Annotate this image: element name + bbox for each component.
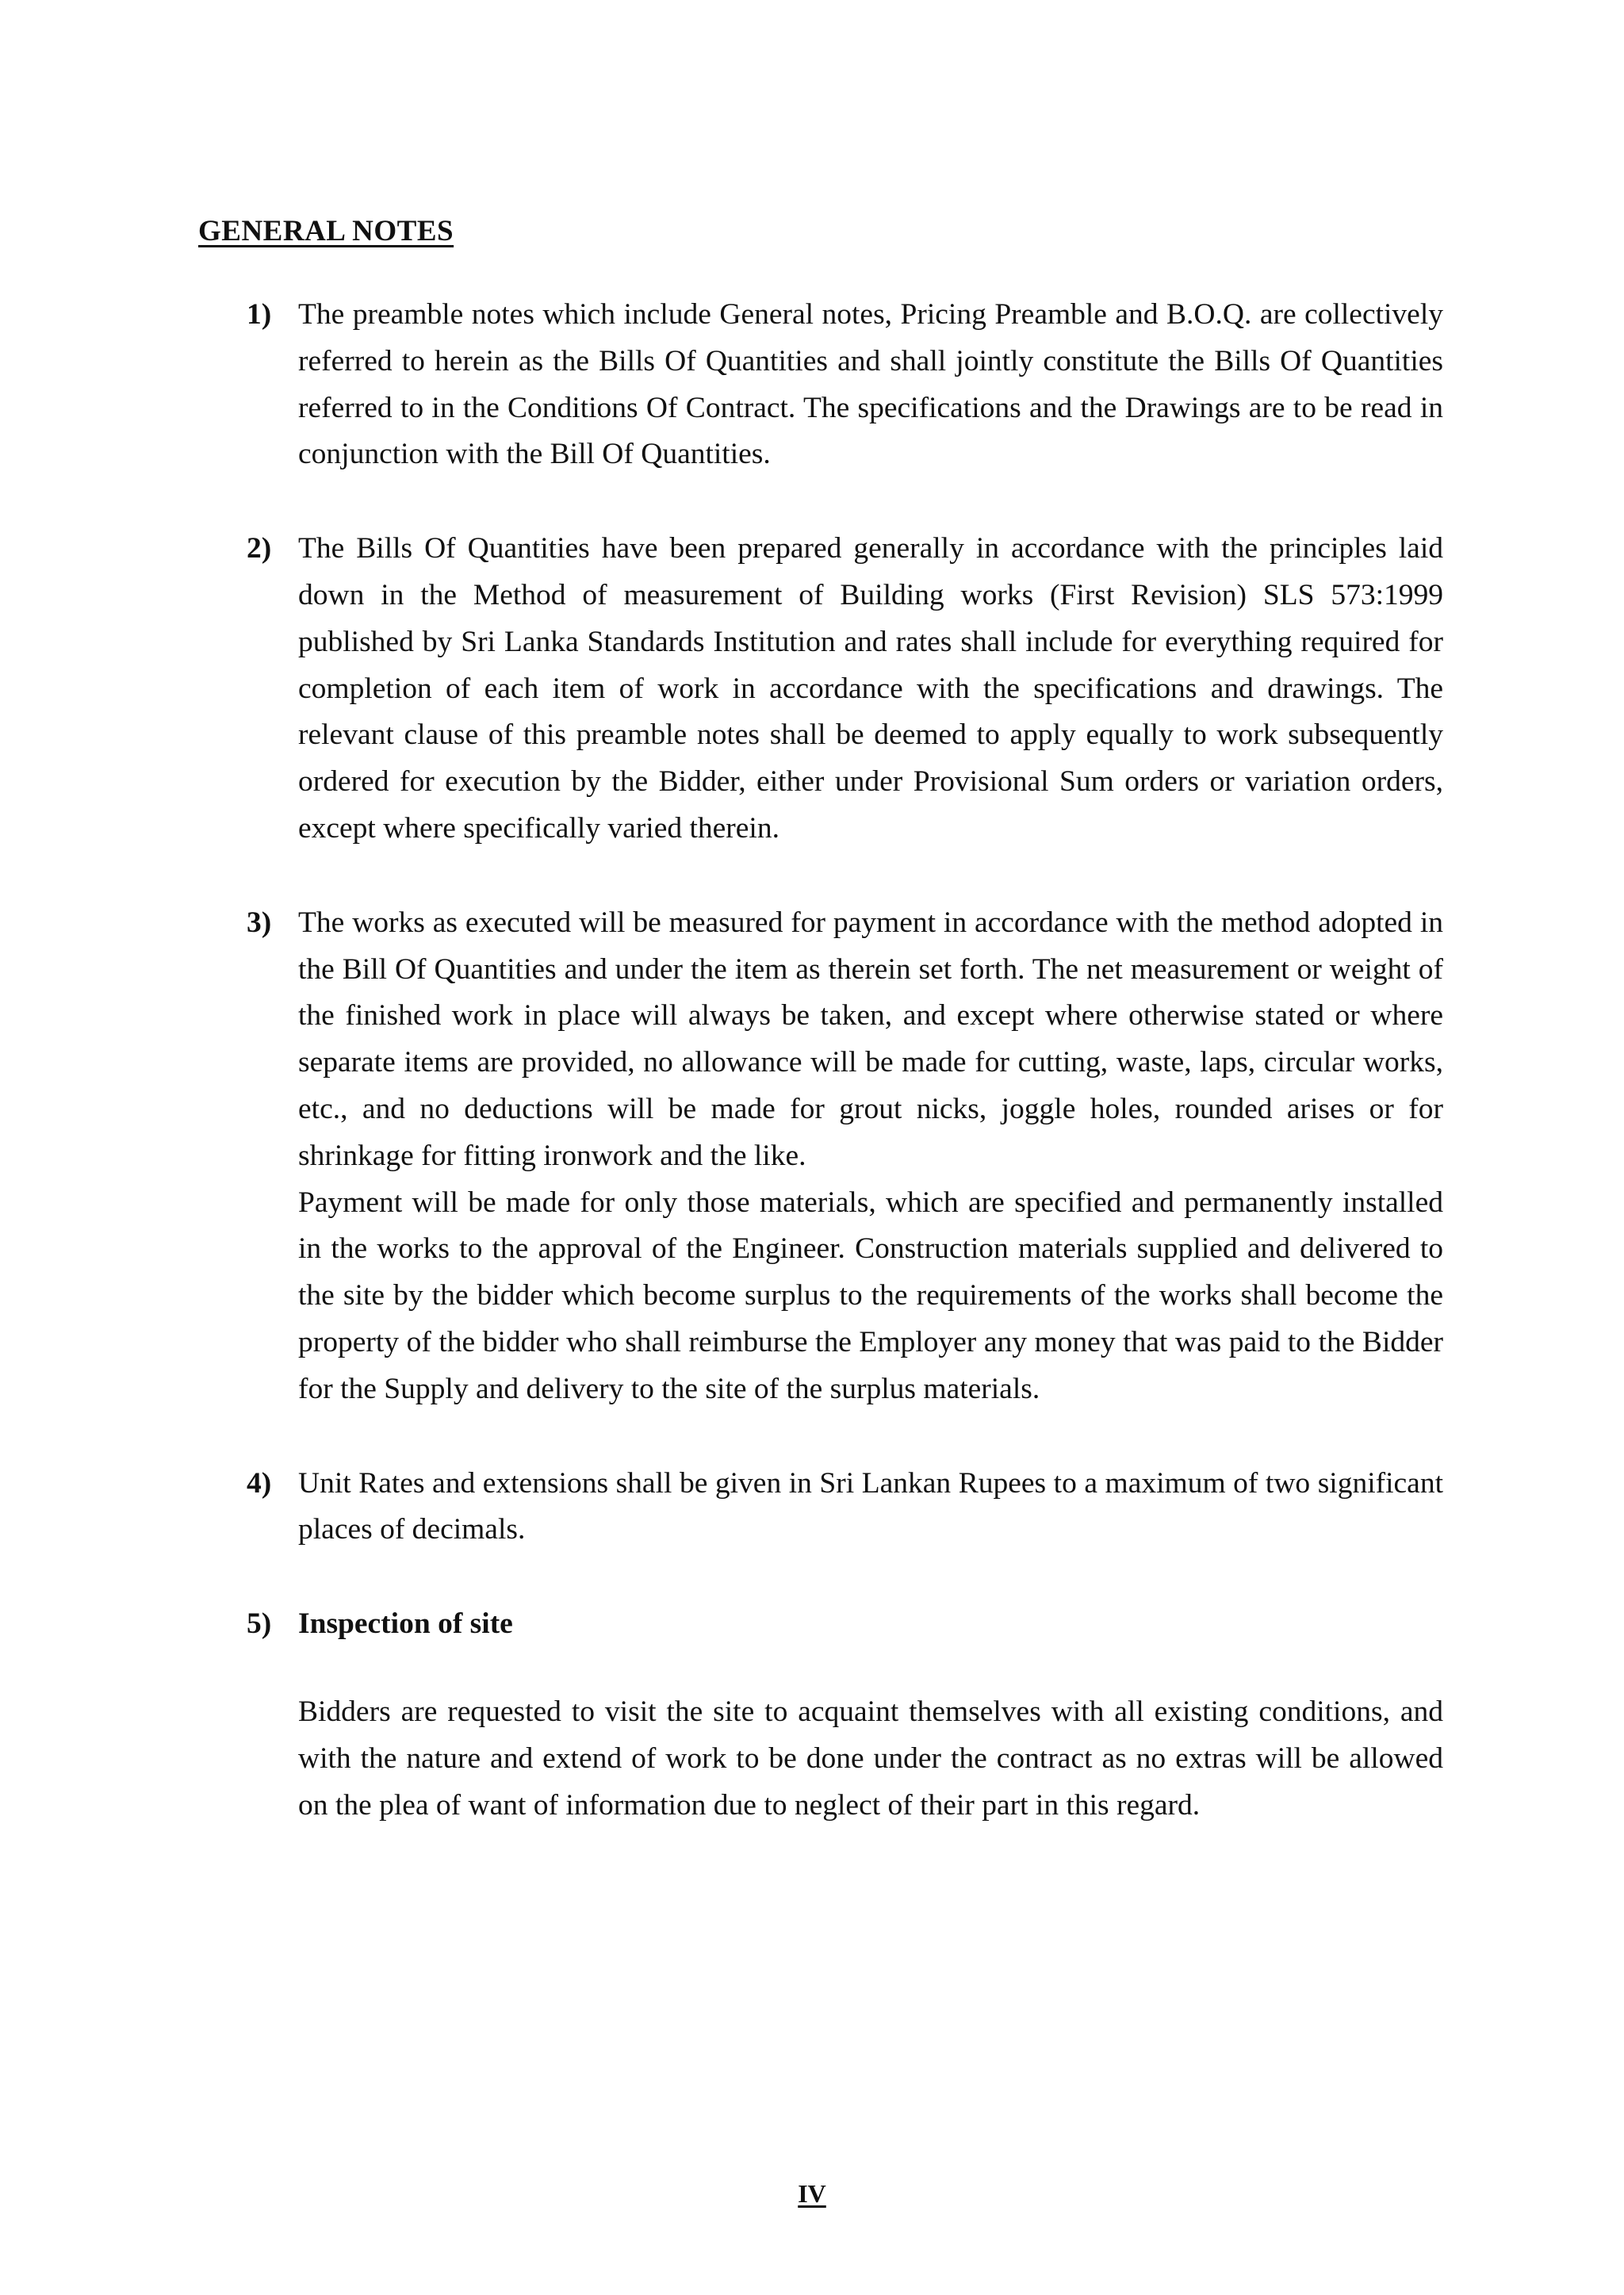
notes-list [238,292,1443,1876]
page-number: IV [798,2179,826,2208]
note-paragraph: Bidders are requested to visit the site to acquaint themselves with all existing conditions, and with the nature and extend of work to be done under the contract as no extras will be allowed on the plea of want of information due to neglect of their part in this regard. [298,1695,1443,1822]
note-1 [238,292,1443,478]
page-heading: GENERAL NOTES [198,215,454,247]
note-3 [238,900,1443,1413]
note-number: 3) [247,906,272,939]
note-number: 4) [247,1466,272,1500]
note-number: 2) [247,532,272,565]
note-number: 1) [247,298,272,331]
note-paragraph: The Bills Of Quantities have been prepared generally in accordance with the principles laid down in the Method of measurement of Building works (First Revision) SLS 573:1999 published by Sri Lanka Standards Institution and rates shall include for everything required for completion of each item of work in accordance with the specifications and drawings. The relevant clause of this preamble notes shall be deemed to apply equally to work subsequently ordered for execution by the Bidder, either under Provisional Sum orders or variation orders, except where specifically varied therein. [298,532,1443,845]
note-paragraph: The preamble notes which include General notes, Pricing Preamble and B.O.Q. are collectively referred to herein as the Bills Of Quantities and shall jointly constitute the Bills Of Quantities referred to in the Conditions Of Contract. The specifications and the Drawings are to be read in conjunction with the Bill Of Quantities. [298,298,1443,471]
note-paragraph: The works as executed will be measured for payment in accordance with the method adopted in the Bill Of Quantities and under the item as therein set forth. The net measurement or weight of the finished work in place will always be taken, and except where otherwise stated or where separate items are provided, no allowance will be made for cutting, waste, laps, circular works, etc., and no deductions will be made for grout nicks, joggle holes, rounded arises or for shrinkage for fitting ironwork and the like. [298,906,1443,1172]
note-2 [238,526,1443,852]
note-4 [238,1461,1443,1554]
note-paragraph: Payment will be made for only those materials, which are specified and permanently installed in the works to the approval of the Engineer. Construction materials supplied and delivered to the site by the bidder which become surplus to the requirements of the works shall become the property of the bidder who shall reimburse the Employer any money that was paid to the Bidder for the Supply and delivery to the site of the surplus materials. [298,1186,1443,1405]
note-number: 5) [247,1607,272,1641]
note-5 [238,1601,1443,1829]
note-subtitle: Inspection of site [298,1607,513,1641]
note-paragraph: Unit Rates and extensions shall be given in Sri Lankan Rupees to a maximum of two significant places of decimals. [298,1466,1443,1546]
